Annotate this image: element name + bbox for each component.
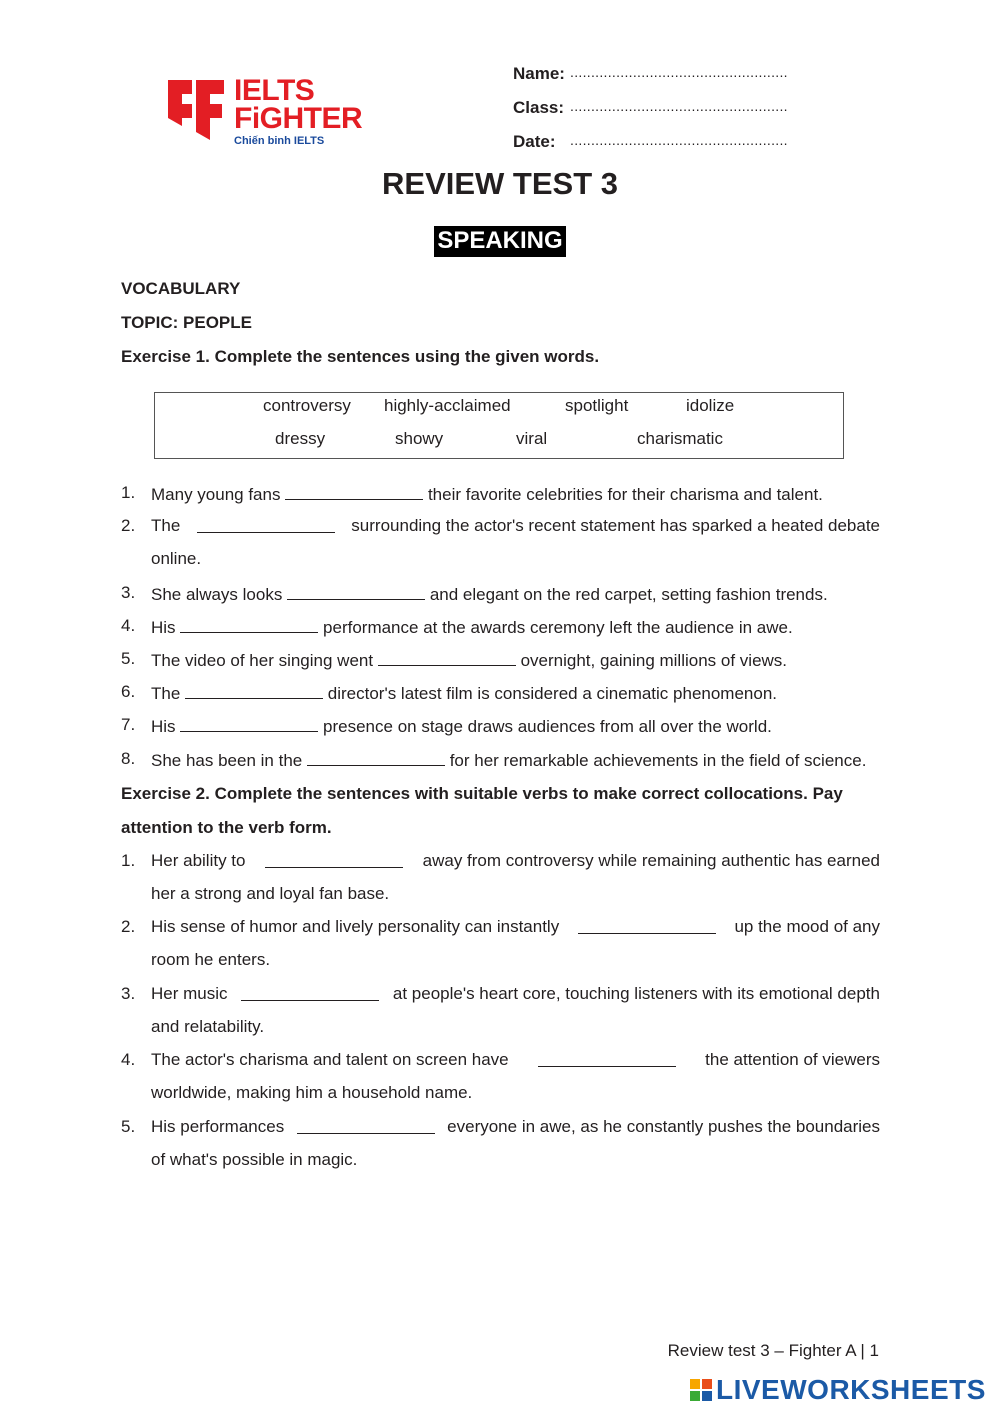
answer-blank[interactable] bbox=[241, 985, 379, 1001]
answer-blank[interactable] bbox=[185, 683, 323, 699]
question-number: 4. bbox=[121, 1050, 136, 1069]
name-label: Name: bbox=[513, 64, 565, 83]
date-field[interactable]: .................................................... bbox=[570, 132, 788, 148]
question-number: 3. bbox=[121, 583, 136, 602]
answer-blank[interactable] bbox=[180, 617, 318, 633]
question-text: performance at the awards ceremony left the audience in awe. bbox=[323, 618, 793, 637]
question-number: 5. bbox=[121, 1117, 136, 1136]
question-text: everyone in awe, as he constantly pushes the boundaries bbox=[447, 1117, 880, 1136]
page-title: REVIEW TEST 3 bbox=[382, 166, 618, 201]
class-field[interactable]: .................................................... bbox=[570, 98, 788, 114]
question-text: their favorite celebrities for their charisma and talent. bbox=[427, 485, 823, 504]
logo-line-1: IELTS bbox=[234, 74, 315, 107]
exercise2-instruction bbox=[121, 784, 880, 804]
question-text: The actor's charisma and talent on screen have bbox=[151, 1050, 509, 1069]
question-number: 2. bbox=[121, 516, 136, 535]
ex2-question-5 bbox=[151, 1118, 880, 1135]
ex1-question-7 bbox=[151, 716, 772, 735]
ex2-question-4 bbox=[151, 1051, 880, 1068]
answer-blank[interactable] bbox=[285, 484, 423, 500]
word-bank-item: dressy bbox=[275, 429, 326, 448]
answer-blank[interactable] bbox=[538, 1051, 676, 1067]
ex1-question-5 bbox=[151, 650, 787, 669]
exercise1-instruction: Exercise 1. Complete the sentences using the given words. bbox=[121, 347, 600, 366]
instruction-line-1: Exercise 2. Complete the sentences with suitable verbs to make correct collocations. Pay bbox=[121, 784, 843, 803]
ex1-question-4 bbox=[151, 617, 793, 636]
question-continuation: online. bbox=[151, 549, 202, 568]
answer-blank[interactable] bbox=[180, 716, 318, 732]
question-number: 8. bbox=[121, 749, 136, 768]
question-number: 2. bbox=[121, 917, 136, 936]
answer-blank[interactable] bbox=[265, 852, 403, 868]
word-bank-item: highly-acclaimed bbox=[384, 396, 511, 415]
ex1-question-6 bbox=[151, 683, 777, 702]
word-bank-item: controversy bbox=[263, 396, 351, 415]
logo-line-2: FiGHTER bbox=[234, 102, 363, 135]
question-text: presence on stage draws audiences from all over the world. bbox=[323, 717, 772, 736]
question-text: and elegant on the red carpet, setting fashion trends. bbox=[429, 585, 828, 604]
question-continuation: and relatability. bbox=[151, 1017, 265, 1036]
question-text: His bbox=[151, 717, 176, 736]
logo-wordmark bbox=[234, 76, 362, 147]
exercise2-instruction-cont: attention to the verb form. bbox=[121, 818, 332, 837]
date-label: Date: bbox=[513, 132, 556, 151]
question-continuation: her a strong and loyal fan base. bbox=[151, 884, 390, 903]
word-bank-item: viral bbox=[516, 429, 548, 448]
question-number: 3. bbox=[121, 984, 136, 1003]
question-number: 7. bbox=[121, 715, 136, 734]
question-number: 1. bbox=[121, 851, 136, 870]
word-bank-item: charismatic bbox=[637, 429, 723, 448]
question-text: The bbox=[151, 684, 181, 703]
logo-tagline: Chiến binh IELTS bbox=[234, 135, 325, 147]
question-continuation: of what's possible in magic. bbox=[151, 1150, 358, 1169]
question-text: She always looks bbox=[151, 585, 283, 604]
topic-heading: TOPIC: PEOPLE bbox=[121, 313, 252, 332]
question-text: overnight, gaining millions of views. bbox=[520, 651, 788, 670]
question-text: His bbox=[151, 618, 176, 637]
answer-blank[interactable] bbox=[197, 517, 335, 533]
word-bank-item: showy bbox=[395, 429, 444, 448]
question-continuation: room he enters. bbox=[151, 950, 271, 969]
question-text: the attention of viewers bbox=[705, 1050, 880, 1069]
question-number: 1. bbox=[121, 483, 136, 502]
name-field[interactable]: .................................................... bbox=[570, 64, 788, 80]
class-label: Class: bbox=[513, 98, 565, 117]
question-number: 6. bbox=[121, 682, 136, 701]
question-text: Her ability to bbox=[151, 851, 246, 870]
question-text: at people's heart core, touching listeners with its emotional depth bbox=[392, 984, 880, 1003]
ex2-question-3 bbox=[151, 985, 880, 1002]
word-bank-item: idolize bbox=[686, 396, 735, 415]
question-number: 4. bbox=[121, 616, 136, 635]
answer-blank[interactable] bbox=[297, 1118, 435, 1134]
question-text: Her music bbox=[151, 984, 228, 1003]
word-bank-item: spotlight bbox=[565, 396, 629, 415]
ex1-question-3 bbox=[151, 584, 828, 603]
question-text: His sense of humor and lively personality can instantly bbox=[151, 917, 560, 936]
liveworksheets-logo-icon bbox=[690, 1379, 712, 1401]
question-continuation: worldwide, making him a household name. bbox=[151, 1083, 473, 1102]
answer-blank[interactable] bbox=[378, 650, 516, 666]
question-text: The bbox=[151, 516, 181, 535]
answer-blank[interactable] bbox=[578, 918, 716, 934]
liveworksheets-text: LIVEWORKSHEETS bbox=[716, 1374, 986, 1405]
ex1-question-2 bbox=[151, 517, 880, 534]
answer-blank[interactable] bbox=[307, 750, 445, 766]
ex2-question-2 bbox=[151, 918, 880, 935]
subtitle-speaking: SPEAKING bbox=[434, 226, 565, 257]
question-text: She has been in the bbox=[151, 751, 303, 770]
question-text: His performances bbox=[151, 1117, 285, 1136]
question-text: The video of her singing went bbox=[151, 651, 374, 670]
subtitle-wrap bbox=[0, 226, 1000, 257]
section-heading: VOCABULARY bbox=[121, 279, 241, 298]
question-text: up the mood of any bbox=[734, 917, 880, 936]
question-number: 5. bbox=[121, 649, 136, 668]
ielts-fighter-logo-icon bbox=[166, 78, 226, 146]
ex1-question-8 bbox=[151, 750, 866, 769]
question-text: surrounding the actor's recent statement has sparked a heated debate bbox=[351, 516, 880, 535]
question-text: director's latest film is considered a cinematic phenomenon. bbox=[327, 684, 778, 703]
ex2-question-1 bbox=[151, 852, 880, 869]
question-text: Many young fans bbox=[151, 485, 281, 504]
answer-blank[interactable] bbox=[287, 584, 425, 600]
question-text: away from controversy while remaining authentic has earned bbox=[422, 851, 880, 870]
ex1-question-1 bbox=[151, 484, 823, 503]
page-footer: Review test 3 – Fighter A | 1 bbox=[667, 1341, 879, 1360]
question-text: for her remarkable achievements in the field of science. bbox=[449, 751, 867, 770]
liveworksheets-brand[interactable] bbox=[690, 1374, 986, 1406]
